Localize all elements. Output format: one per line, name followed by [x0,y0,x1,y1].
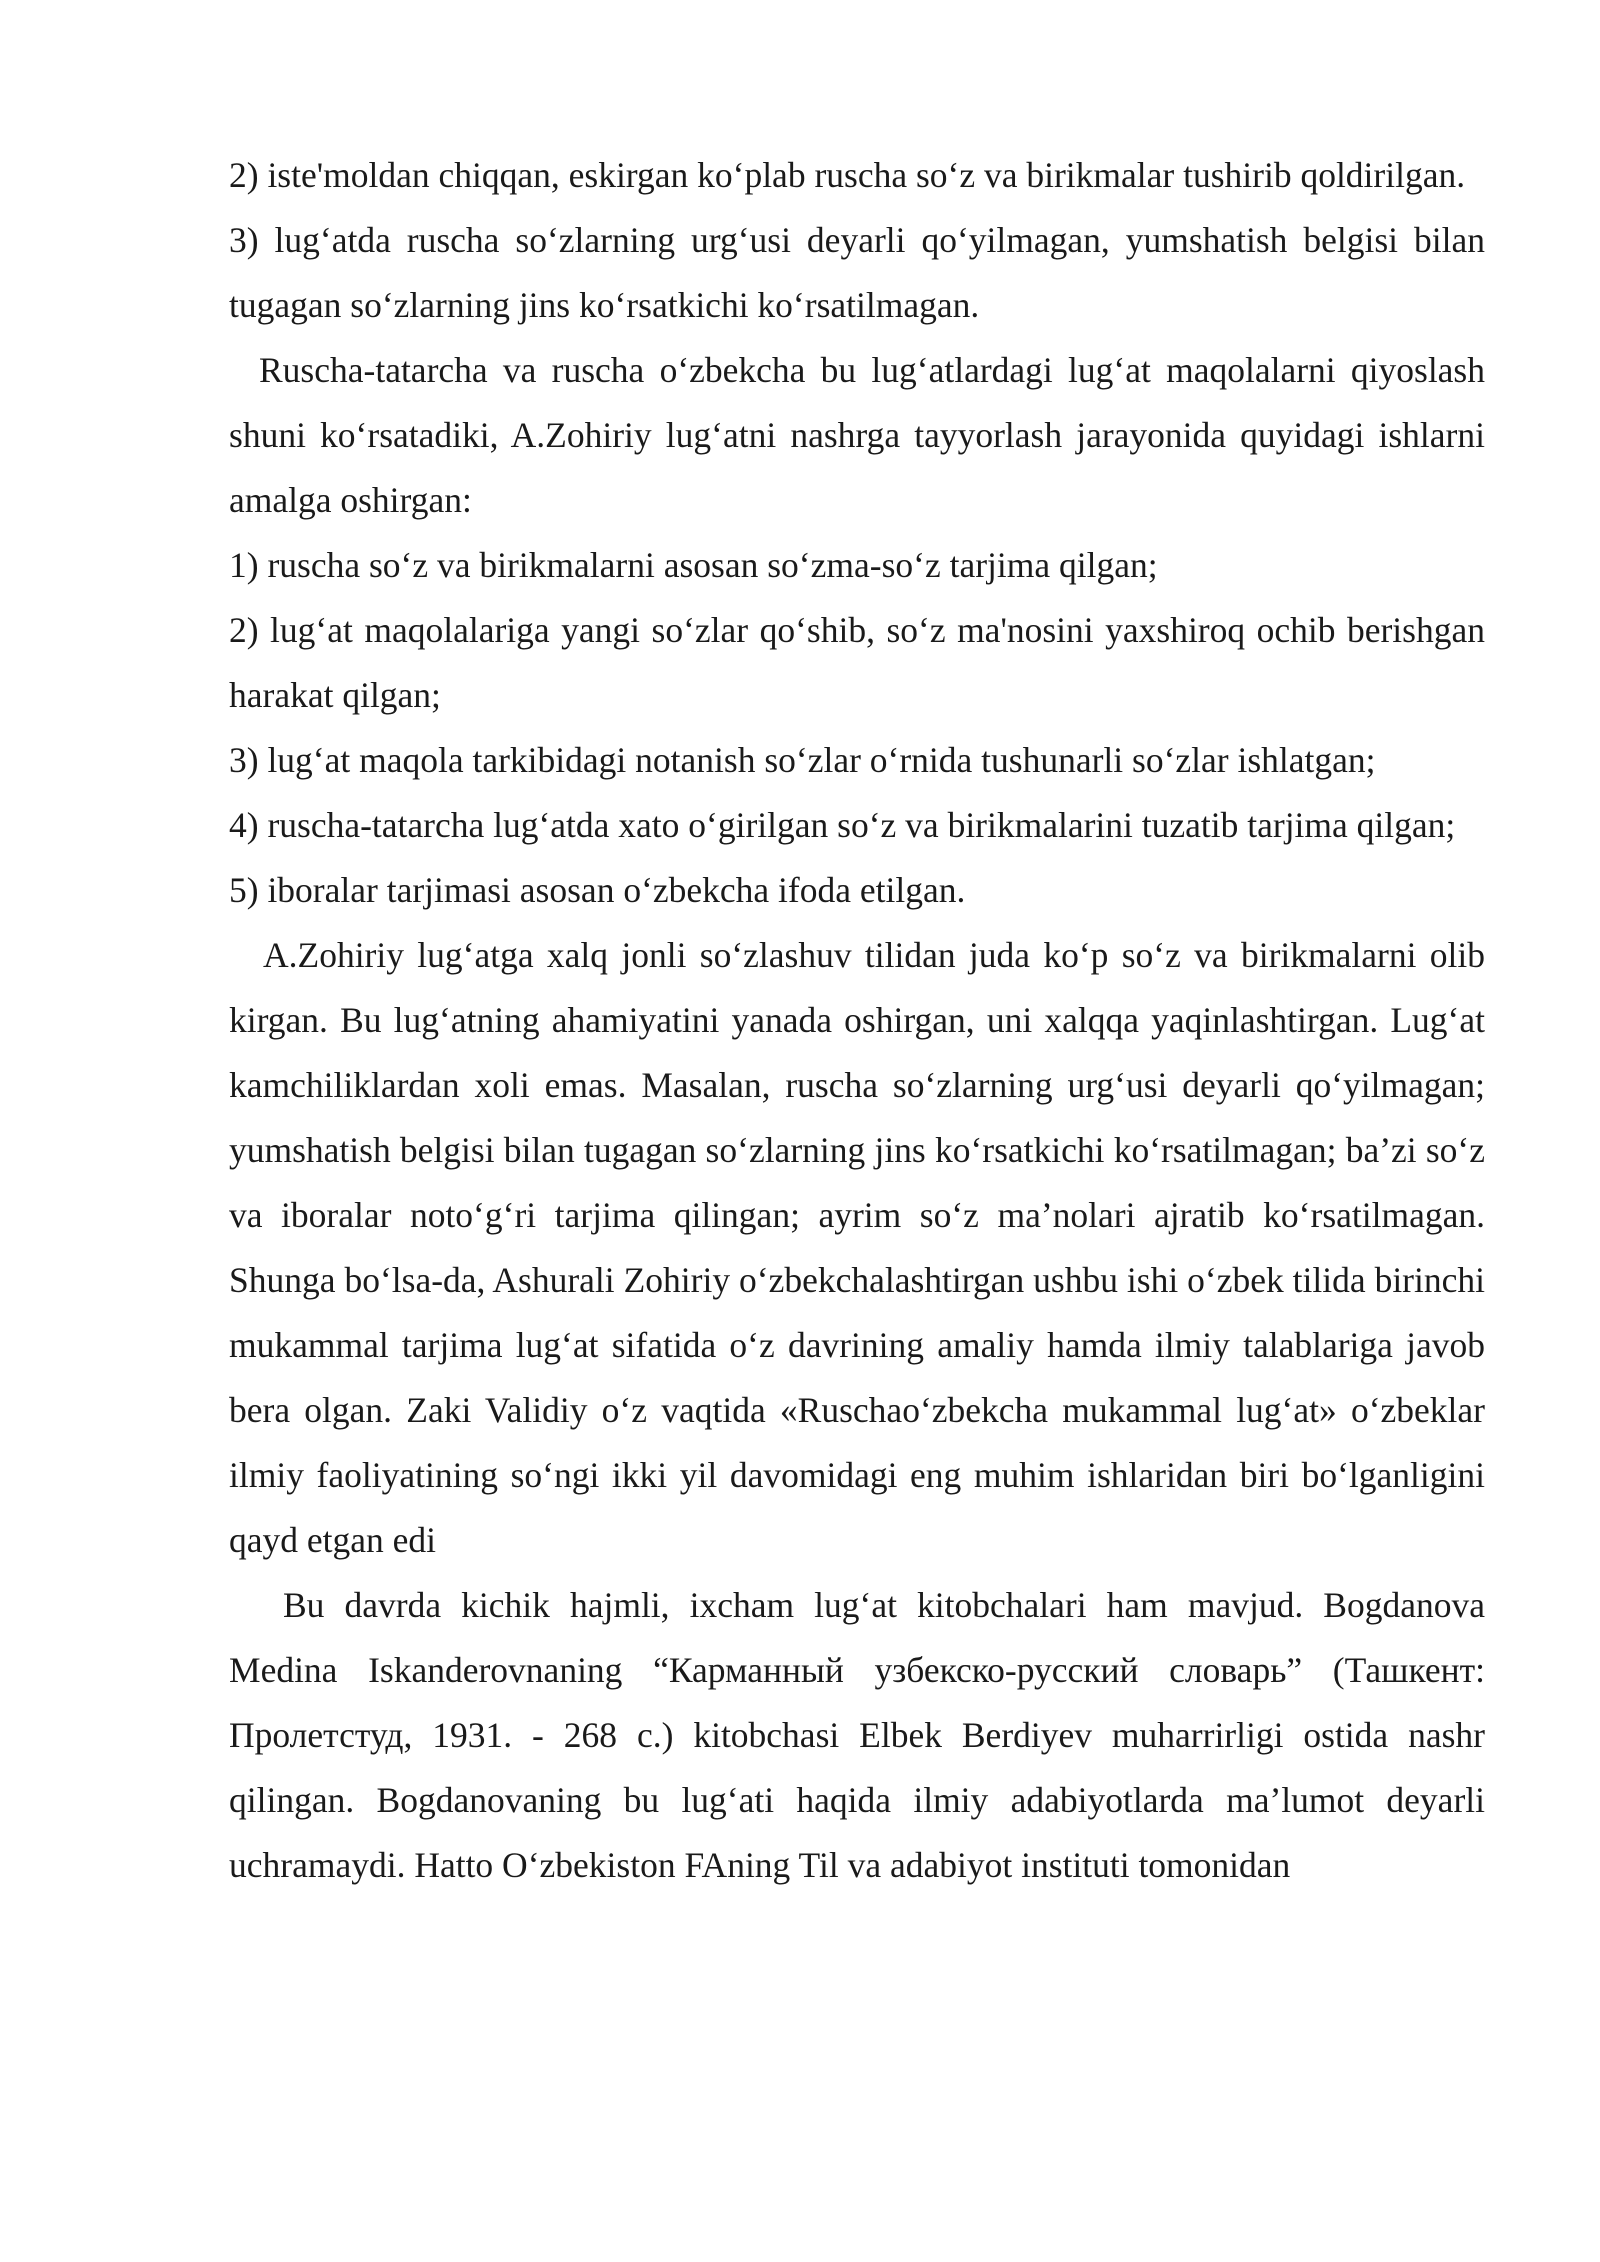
paragraph-zohiriy-assessment: A.Zohiriy lug‘atga xalq jonli so‘zlashuv tilidan juda ko‘p so‘z va birikmalarni olib kirgan. Bu lug‘atning ahamiyatini yanada oshirgan, uni xalqqa yaqinlashtirgan. Lug‘at kamchiliklardan xoli emas. Masalan, ruscha so‘zlarning urg‘usi deyarli qo‘yilmagan; yumshatish belgisi bilan tugagan so‘zlarning jins ko‘rsatkichi ko‘rsatilmagan; ba’zi so‘z va iboralar noto‘g‘ri tarjima qilingan; ayrim so‘z ma’nolari ajratib ko‘rsatilmagan. Shunga bo‘lsa-da, Ashurali Zohiriy o‘zbekchalashtirgan ushbu ishi o‘zbek tilida birinchi mukammal tarjima lug‘at sifatida o‘z davrining amaliy hamda ilmiy talablariga javob bera olgan. Zaki Validiy o‘z vaqtida «Ruschao‘zbekcha mukammal lug‘at» o‘zbeklar ilmiy faoliyatining so‘ngi ikki yil davomidagi eng muhim ishlaridan biri bo‘lganligini qayd etgan edi [229,935,1485,1560]
document-page [229,143,1485,1898]
paragraph-comparison-intro: Ruscha-tatarcha va ruscha o‘zbekcha bu lug‘atlardagi lug‘at maqolalarni qiyoslash shuni ko‘rsatadiki, A.Zohiriy lug‘atni nashrga tayyorlash jarayonida quyidagi ishlarni amalga oshirgan: [229,350,1485,520]
paragraph-work-item-3: 3) lug‘at maqola tarkibidagi notanish so‘zlar o‘rnida tushunarli so‘zlar ishlatgan; [229,740,1376,780]
paragraph-list-item-3: 3) lug‘atda ruscha so‘zlarning urg‘usi deyarli qo‘yilmagan, yumshatish belgisi bilan tugagan so‘zlarning jins ko‘rsatkichi ko‘rsatilmagan. [229,220,1485,325]
paragraph-work-item-5: 5) iboralar tarjimasi asosan o‘zbekcha ifoda etilgan. [229,870,966,910]
paragraph-work-item-1: 1) ruscha so‘z va birikmalarni asosan so‘zma-so‘z tarjima qilgan; [229,545,1158,585]
paragraph-bogdanova-dictionary: Bu davrda kichik hajmli, ixcham lug‘at kitobchalari ham mavjud. Bogdanova Medina Iskanderovnaning “Карманный узбекско-русский словарь” (Ташкент: Пролетстуд, 1931. - 268 с.) kitobchasi Elbek Berdiyev muharrirligi ostida nashr qilingan. Bogdanovaning bu lug‘ati haqida ilmiy adabiyotlarda ma’lumot deyarli uchramaydi. Hatto O‘zbekiston FAning Til va adabiyot instituti tomonidan [229,1585,1485,1885]
paragraph-work-item-2: 2) lug‘at maqolalariga yangi so‘zlar qo‘shib, so‘z ma'nosini yaxshiroq ochib berishgan harakat qilgan; [229,610,1485,715]
paragraph-list-item-2: 2) iste'moldan chiqqan, eskirgan ko‘plab ruscha so‘z va birikmalar tushirib qoldirilgan. [229,155,1466,195]
paragraph-work-item-4: 4) ruscha-tatarcha lug‘atda xato o‘girilgan so‘z va birikmalarini tuzatib tarjima qilgan; [229,805,1456,845]
